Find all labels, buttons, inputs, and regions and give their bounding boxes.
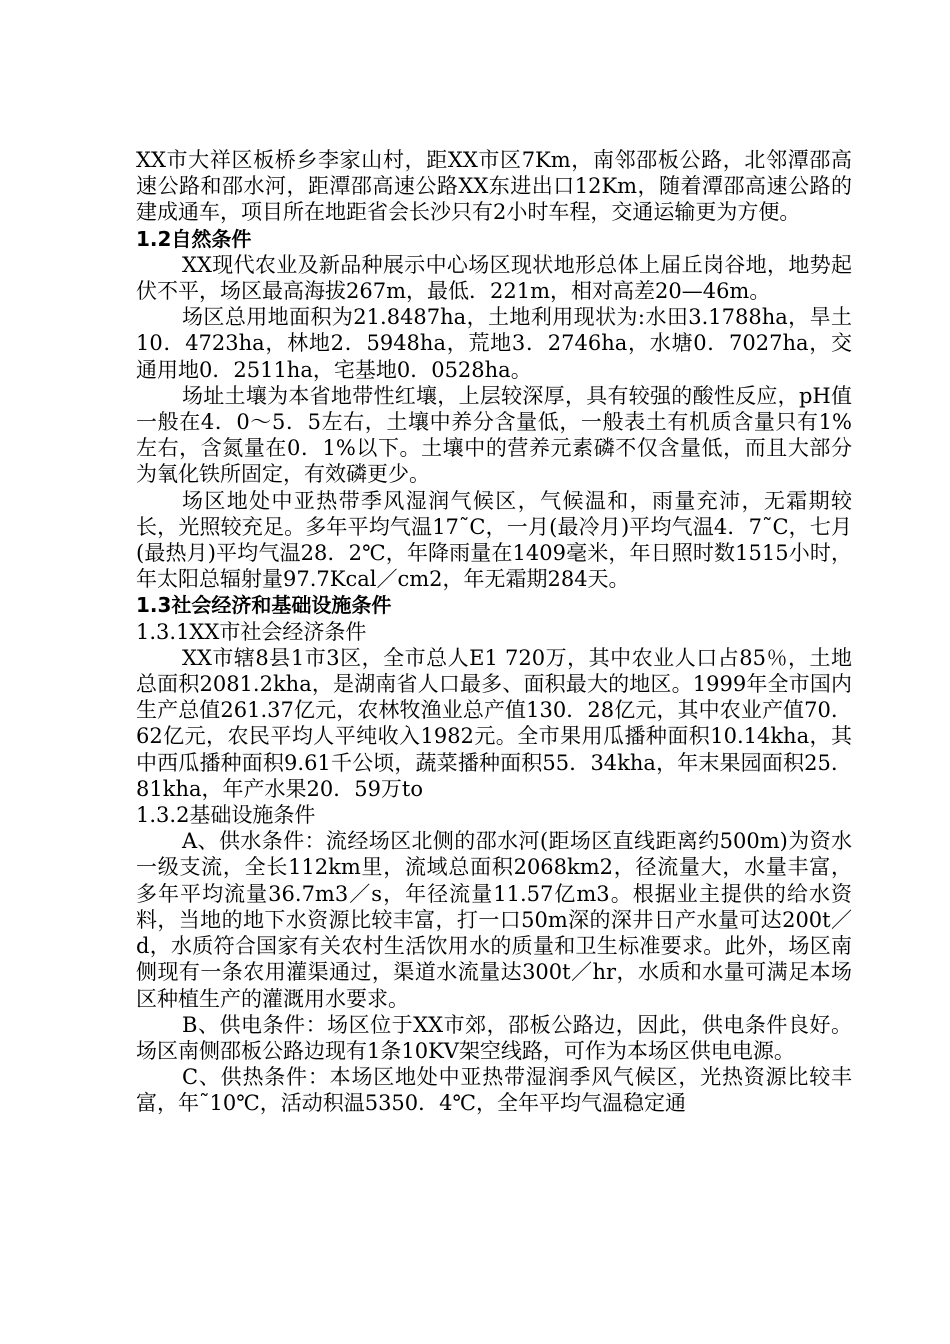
paragraph-location: XX市大祥区板桥乡李家山村，距XX市区7Km，南邻邵板公路，北邻潭邵高速公路和邵水河，距潭邵高速公路XX东进出口12Km，随着潭邵高速公路的建成通车，项目所在地距省会长沙只有2小时车程，交通运输更为方便。 — [136, 148, 852, 225]
section-heading-socioeconomic: 1.3社会经济和基础设施条件 — [136, 593, 392, 618]
paragraph-city-economy: XX市辖8县1市3区，全市总人E1 720万，其中农业人口占85％，土地总面积2081.2kha，是湖南省人口最多、面积最大的地区。1999年全市国内生产总值261.37亿元，农林牧渔业总产值130．28亿元，其中农业产值70．62亿元，农民平均人平纯收入1982元。全市果用瓜播种面积10.14kha，其中西瓜播种面积9.61千公顷，蔬菜播种面积55．34kha，年末果园面积25．81kha，年产水果20．59万to — [136, 645, 852, 801]
paragraph-power-supply: B、供电条件：场区位于XX市郊，邵板公路边，因此，供电条件良好。场区南侧邵板公路边现有1条10KV架空线路，可作为本场区供电电源。 — [136, 1012, 852, 1063]
subsection-heading-city-economy: 1.3.1XX市社会经济条件 — [136, 619, 367, 644]
paragraph-climate: 场区地处中亚热带季风湿润气候区，气候温和，雨量充沛，无霜期较长，光照较充足。多年平均气温17˜C，一月(最冷月)平均气温4．7˜C，七月(最热月)平均气温28．2℃，年降雨量在1409毫米，年日照时数1515小时，年太阳总辐射量97.7Kcal／cm2，年无霜期284天。 — [136, 488, 852, 592]
paragraph-water-supply: A、供水条件：流经场区北侧的邵水河(距场区直线距离约500m)为资水一级支流，全长112km里，流域总面积2068km2，径流量大，水量丰富，多年平均流量36.7m3／s，年径流量11.57亿m3。根据业主提供的给水资料，当地的地下水资源比较丰富，打一口50m深的深井日产水量可达200t／d，水质符合国家有关农村生活饮用水的质量和卫生标准要求。此外，场区南侧现有一条农用灌渠通过，渠道水流量达300t／hr，水质和水量可满足本场区种植生产的灌溉用水要求。 — [136, 829, 852, 1011]
paragraph-land-use: 场区总用地面积为21.8487ha，土地利用现状为:水田3.1788ha，旱土10．4723ha，林地2．5948ha，荒地3．2746ha，水塘0．7027ha，交通用地0．2511ha，宅基地0．0528ha。 — [136, 305, 852, 382]
paragraph-soil: 场址土壤为本省地带性红壤，上层较深厚，具有较强的酸性反应，pH值一般在4．0～5．5左右，土壤中养分含量低，一般表土有机质含量只有1%左右，含氮量在0．1%以下。土壤中的营养元素磷不仅含量低，而且大部分为氧化铁所固定，有效磷更少。 — [136, 383, 852, 487]
document-page — [136, 147, 852, 1117]
paragraph-heat-supply: C、供热条件：本场区地处中亚热带湿润季风气候区，光热资源比较丰富，年˜10℃，活动积温5350．4℃，全年平均气温稳定通 — [136, 1065, 852, 1116]
paragraph-terrain: XX现代农业及新品种展示中心场区现状地形总体上届丘岗谷地，地势起伏不平，场区最高海拔267m，最低．221m，相对高差20—46m。 — [136, 252, 852, 304]
subsection-heading-infrastructure: 1.3.2基础设施条件 — [136, 803, 316, 828]
section-heading-natural-conditions: 1.2自然条件 — [136, 226, 252, 251]
